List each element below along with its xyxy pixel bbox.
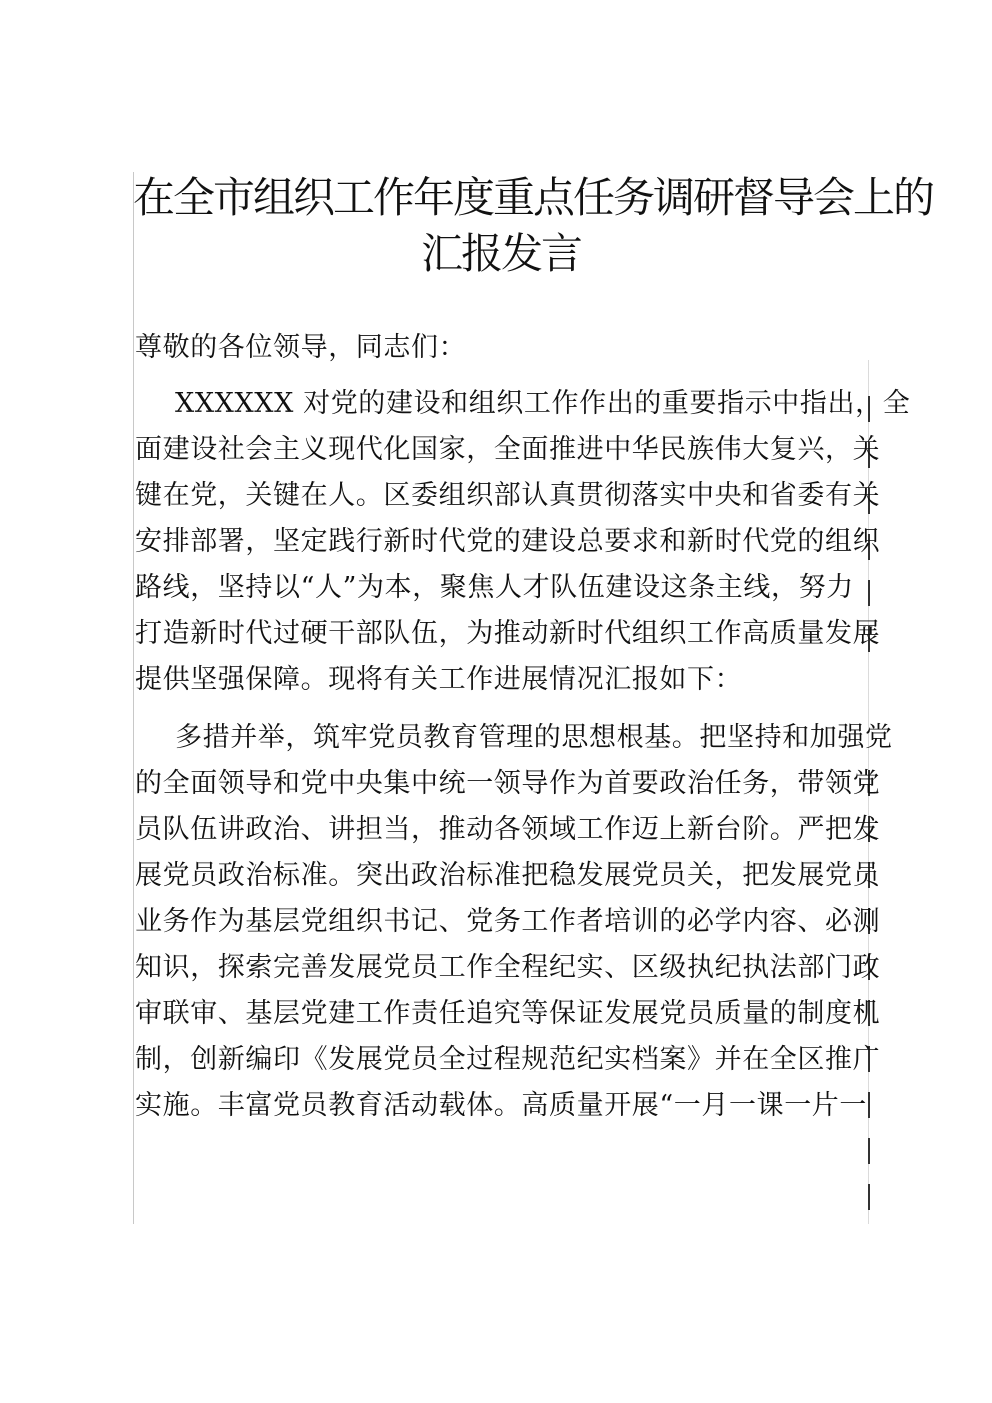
paragraph-line: 知识，探索完善发展党员工作全程纪实、区级执纪执法部门政 <box>135 952 881 983</box>
margin-tick <box>868 1138 870 1164</box>
paragraph-line: 实施。丰富党员教育活动载体。高质量开展“一月一课一片一 <box>135 1090 868 1121</box>
title-line-2: 汇报发言 <box>420 229 581 278</box>
paragraph-line: 路线，坚持以“人”为本，聚焦人才队伍建设这条主线，努力 <box>135 572 854 603</box>
salutation: 尊敬的各位领导，同志们： <box>135 332 467 363</box>
paragraph-line: 打造新时代过硬干部队伍，为推动新时代组织工作高质量发展 <box>135 618 881 649</box>
paragraph-line: 安排部署，坚定践行新时代党的建设总要求和新时代党的组织 <box>135 526 881 557</box>
paragraph-line: 业务作为基层党组织书记、党务工作者培训的必学内容、必测 <box>135 906 881 937</box>
title-line-1: 在全市组织工作年度重点任务调研督导会上的 <box>133 173 934 222</box>
paragraph-line: 键在党，关键在人。区委组织部认真贯彻落实中央和省委有关 <box>135 480 881 511</box>
paragraph-line: 员队伍讲政治、讲担当，推动各领域工作迈上新台阶。严把发 <box>135 814 881 845</box>
left-margin-guide <box>133 172 134 1224</box>
paragraph-line: 提供坚强保障。现将有关工作进展情况汇报如下： <box>135 664 743 695</box>
document-title <box>133 170 934 282</box>
paragraph-line: 展党员政治标准。突出政治标准把稳发展党员关，把发展党员 <box>135 860 881 891</box>
paragraph-line: 制，创新编印《发展党员全过程规范纪实档案》并在全区推广 <box>135 1044 881 1075</box>
paragraph-line: 多措并举，筑牢党员教育管理的思想根基。把坚持和加强党 <box>175 722 893 753</box>
margin-tick <box>868 1184 870 1210</box>
document-body <box>135 325 911 1129</box>
paragraph-line: 面建设社会主义现代化国家，全面推进中华民族伟大复兴，关 <box>135 434 881 465</box>
paragraph-line: 审联审、基层党建工作责任追究等保证发展党员质量的制度机 <box>135 998 881 1029</box>
paragraph-line: XXXXXX 对党的建设和组织工作作出的重要指示中指出，全 <box>175 388 911 419</box>
paragraph-1 <box>135 381 911 703</box>
paragraph-2 <box>135 715 893 1129</box>
paragraph-line: 的全面领导和党中央集中统一领导作为首要政治任务，带领党 <box>135 768 881 799</box>
